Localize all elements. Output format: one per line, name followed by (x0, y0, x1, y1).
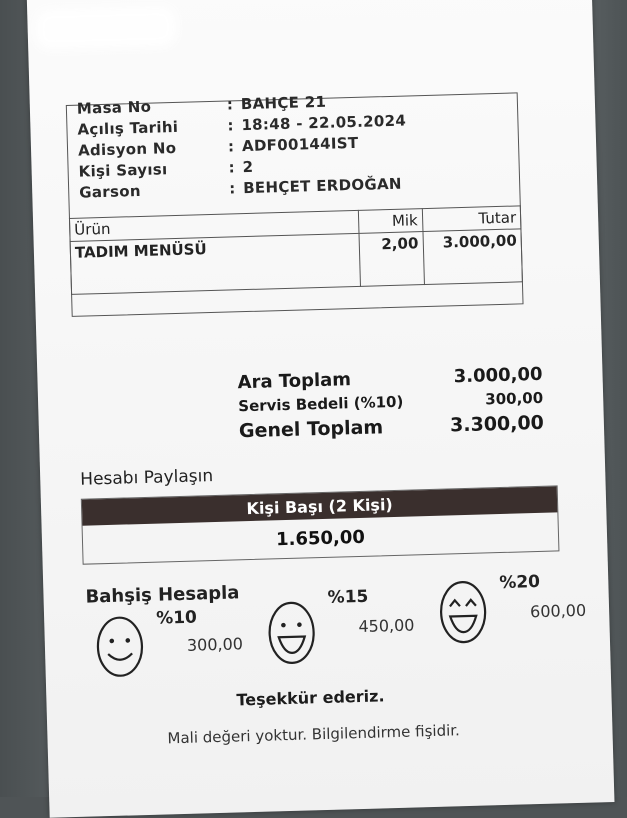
item-amount: 3.000,00 (423, 229, 523, 285)
share-header: Kişi Başı (2 Kişi) (82, 486, 558, 525)
grand-total-value: 3.300,00 (449, 411, 545, 437)
item-qty: 2,00 (359, 232, 424, 287)
laughing-face-icon (437, 579, 489, 644)
check-value: ADF00144IST (241, 133, 359, 156)
tip-amount: 300,00 (186, 634, 244, 655)
opened-value: 18:48 - 22.05.2024 (241, 111, 407, 135)
guests-value: 2 (242, 157, 254, 177)
table-row (70, 229, 522, 295)
tip-pct: %20 (499, 571, 541, 594)
subtotal-row (237, 364, 542, 394)
col-product-header: Ürün (69, 210, 359, 241)
check-label: Adisyon No (77, 138, 177, 160)
grand-total-row (239, 412, 544, 443)
separator: : (228, 158, 236, 177)
tip-title: Bahşiş Hesapla (85, 582, 240, 608)
col-qty-header: Mik (359, 209, 423, 234)
share-box (81, 485, 560, 564)
table-value: BAHÇE 21 (240, 92, 327, 114)
footer-note: Mali değeri yoktur. Bilgilendirme fişidir. (167, 721, 461, 748)
opened-label: Açılış Tarihi (77, 117, 179, 139)
waiter-value: BEHÇET ERDOĞAN (242, 174, 403, 198)
grin-face-icon (266, 600, 318, 665)
receipt-paper (27, 0, 615, 818)
subtotal-label: Ara Toplam (237, 369, 352, 394)
subtotal-value: 3.000,00 (453, 363, 543, 388)
items-table (69, 205, 523, 295)
service-value: 300,00 (485, 388, 544, 409)
receipt-header-box (66, 92, 524, 317)
separator: : (227, 137, 235, 156)
separator: : (227, 116, 234, 135)
thanks-text: Teşekkür ederiz. (236, 686, 385, 710)
tip-amount: 600,00 (529, 600, 587, 622)
blurred-region (35, 6, 176, 50)
waiter-label: Garson (79, 181, 142, 202)
separator: : (226, 95, 234, 114)
grand-total-label: Genel Toplam (238, 416, 384, 443)
check-row (78, 134, 359, 160)
tip-amount: 450,00 (358, 615, 415, 637)
smile-face-icon (94, 615, 146, 678)
share-title: Hesabı Paylaşın (79, 466, 214, 490)
service-label: Servis Bedeli (%10) (238, 392, 404, 416)
guests-row (78, 158, 253, 181)
service-row (238, 389, 543, 416)
tip-pct: %10 (155, 607, 198, 629)
col-amount-header: Tutar (422, 206, 521, 232)
tip-pct: %15 (327, 586, 369, 608)
guests-label: Kişi Sayısı (78, 160, 168, 181)
share-value: 1.650,00 (275, 526, 366, 550)
separator: : (228, 179, 236, 198)
table-label: Masa No (76, 97, 152, 118)
item-name: TADIM MENÜSÜ (70, 233, 361, 294)
